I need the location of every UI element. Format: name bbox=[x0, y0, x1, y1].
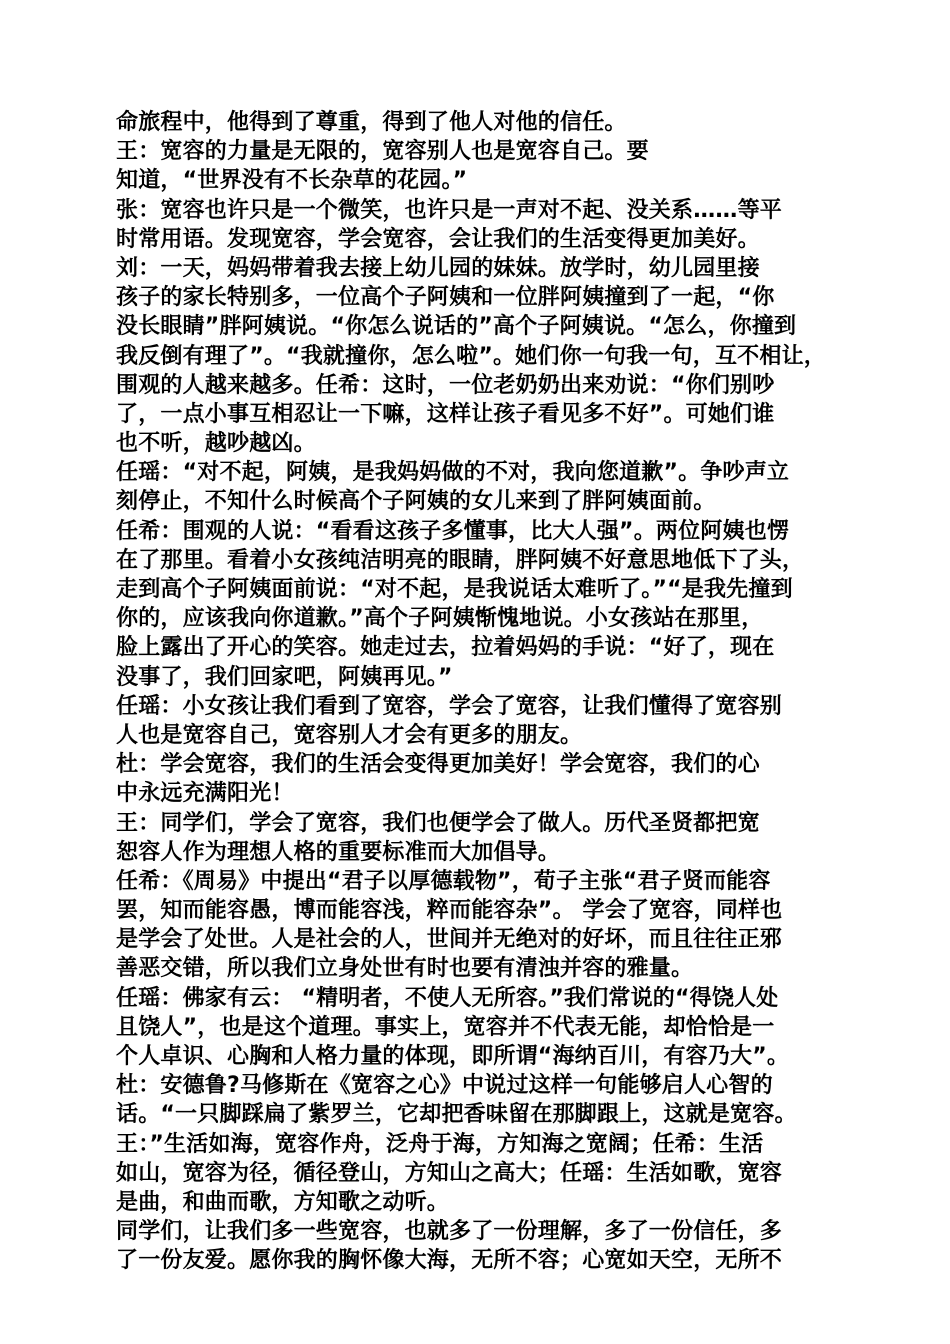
text-line: 且饶人”，也是这个道理。事实上，宽容并不代表无能，却恰恰是一 bbox=[116, 1014, 775, 1040]
text-line: 没事了，我们回家吧，阿姨再见。” bbox=[116, 664, 453, 690]
text-line: 中永远充满阳光！ bbox=[116, 781, 294, 807]
text-line: 任瑶：“对不起，阿姨，是我妈妈做的不对，我向您道歉”。争吵声立 bbox=[116, 460, 790, 486]
text-line: 刘：一天，妈妈带着我去接上幼儿园的妹妹。放学时，幼儿园里接 bbox=[116, 255, 760, 281]
text-line: 时常用语。发现宽容，学会宽容，会让我们的生活变得更加美好。 bbox=[116, 226, 760, 252]
text-line: 走到高个子阿姨面前说：“对不起，是我说话太难听了。”“是我先撞到 bbox=[116, 577, 793, 602]
text-line: 王：宽容的力量是无限的，宽容别人也是宽容自己。要 bbox=[116, 139, 649, 165]
text-line: 我反倒有理了”。“我就撞你，怎么啦”。她们你一句我一句，互不相让， bbox=[116, 343, 826, 369]
text-line: 任希：围观的人说：“看看这孩子多懂事，比大人强”。两位阿姨也愣 bbox=[116, 518, 790, 544]
text-line: 任希：《周易》中提出“君子以厚德载物”，荀子主张“君子贤而能容 bbox=[116, 868, 771, 894]
text-line: 话。“一只脚踩扁了紫罗兰，它却把香味留在那脚跟上，这就是宽容。 bbox=[116, 1102, 797, 1128]
text-line: 你的，应该我向你道歉。”高个子阿姨惭愧地说。小女孩站在那里， bbox=[116, 606, 764, 632]
text-line: 命旅程中，他得到了尊重，得到了他人对他的信任。 bbox=[116, 110, 627, 135]
text-line: 任瑶：小女孩让我们看到了宽容，学会了宽容，让我们懂得了宽容别 bbox=[116, 693, 783, 719]
text-line: 了，一点小事互相忍让一下嘛，这样让孩子看见多不好”。可她们谁 bbox=[116, 401, 775, 427]
text-line: 罢，知而能容愚，博而能容浅，粹而能容杂”。 学会了宽容，同样也 bbox=[116, 898, 783, 924]
text-line: 恕容人作为理想人格的重要标准而大加倡导。 bbox=[116, 839, 561, 865]
text-line: 围观的人越来越多。任希：这时，一位老奶奶出来劝说：“你们别吵 bbox=[116, 372, 775, 398]
text-line: 脸上露出了开心的笑容。她走过去，拉着妈妈的手说：“好了，现在 bbox=[116, 635, 775, 661]
document-body-text bbox=[116, 108, 846, 1276]
text-line: 是学会了处世。人是社会的人，世间并无绝对的好坏，而且往往正邪 bbox=[116, 927, 783, 953]
text-line: 孩子的家长特别多，一位高个子阿姨和一位胖阿姨撞到了一起，“你 bbox=[116, 285, 775, 311]
text-line: 是曲，和曲而歌，方知歌之动听。 bbox=[116, 1189, 450, 1215]
text-line: 同学们，让我们多一些宽容，也就多了一份理解，多了一份信任，多 bbox=[116, 1219, 783, 1245]
text-line: 个人卓识、心胸和人格力量的体现，即所谓“海纳百川，有容乃大”。 bbox=[116, 1044, 790, 1069]
text-line: 王：”生活如海，宽容作舟，泛舟于海，方知海之宽阔；任希：生活 bbox=[116, 1131, 764, 1157]
text-line: 如山，宽容为径，循径登山，方知山之高大；任瑶：生活如歌，宽容 bbox=[116, 1160, 783, 1186]
text-line: 善恶交错，所以我们立身处世有时也要有清浊并容的雅量。 bbox=[116, 956, 694, 982]
text-line: 知道，“世界没有不长杂草的花园。” bbox=[116, 168, 468, 194]
text-line: 在了那里。看着小女孩纯洁明亮的眼睛，胖阿姨不好意思地低下了头， bbox=[116, 547, 805, 573]
text-line: 王：同学们，学会了宽容，我们也便学会了做人。历代圣贤都把宽 bbox=[116, 810, 760, 836]
text-line: 没长眼睛”胖阿姨说。“你怎么说话的”高个子阿姨说。“怎么，你撞到 bbox=[116, 314, 797, 340]
text-line: 杜：学会宽容，我们的生活会变得更加美好！学会宽容，我们的心 bbox=[116, 752, 760, 778]
text-line: 刻停止，不知什么时候高个子阿姨的女儿来到了胖阿姨面前。 bbox=[116, 489, 716, 515]
text-line: 人也是宽容自己，宽容别人才会有更多的朋友。 bbox=[116, 722, 583, 748]
text-line: 了一份友爱。愿你我的胸怀像大海，无所不容；心宽如天空，无所不 bbox=[116, 1248, 783, 1274]
text-line: 杜：安德鲁?马修斯在《宽容之心》中说过这样一句能够启人心智的 bbox=[116, 1073, 773, 1099]
text-line: 也不听，越吵越凶。 bbox=[116, 431, 316, 457]
text-line: 任瑶：佛家有云： “精明者，不使人无所容。”我们常说的“得饶人处 bbox=[116, 985, 779, 1011]
text-line: 张：宽容也许只是一个微笑，也许只是一声对不起、没关系……等平 bbox=[116, 197, 783, 223]
